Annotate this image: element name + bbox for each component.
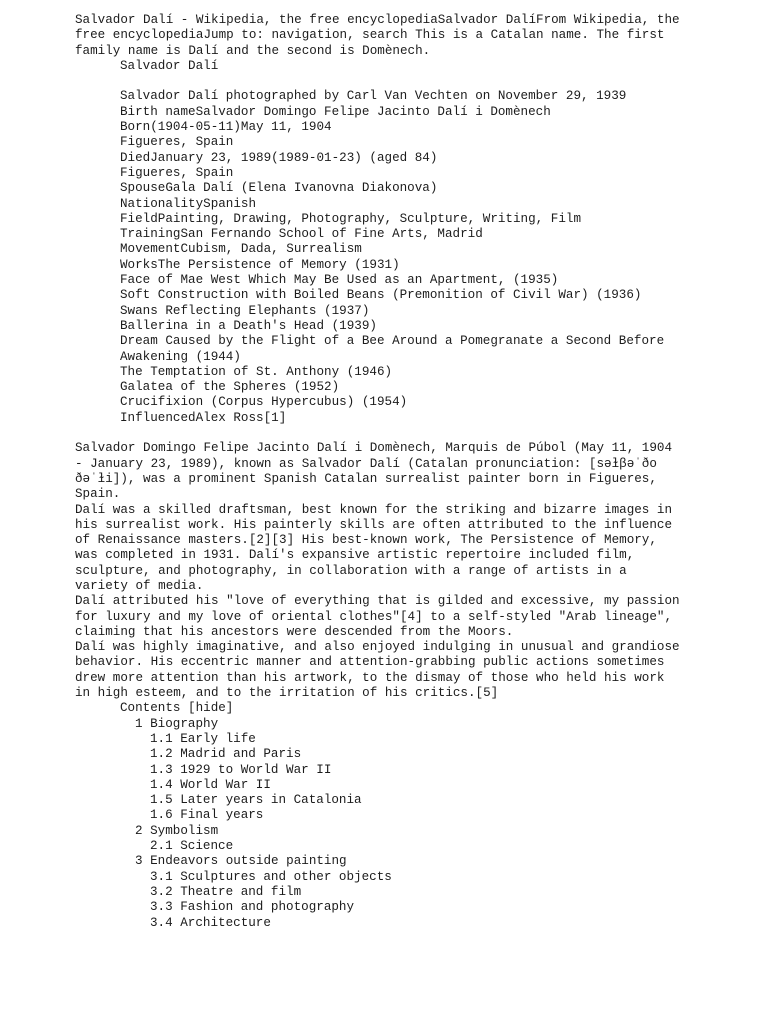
spacer: [75, 74, 681, 89]
body-paragraph: [75, 503, 681, 595]
intro-paragraph: [75, 441, 681, 502]
infobox-photo-caption: Salvador Dalí photographed by Carl Van Vechten on November 29, 1939: [120, 89, 627, 104]
toc-item-architecture[interactable]: 3.4 Architecture: [150, 915, 271, 930]
infobox-title: Salvador Dalí: [120, 58, 219, 73]
header-line: Salvador Dalí - Wikipedia, the free encyclopediaSalvador DalíFrom Wikipedia, the: [75, 13, 680, 27]
paragraph-line: claiming that his ancestors were descended from the Moors.: [75, 624, 514, 639]
toc-item-endeavors[interactable]: 3 Endeavors outside painting: [135, 854, 347, 869]
toc-item-sculptures[interactable]: 3.1 Sculptures and other objects: [150, 869, 392, 884]
toc-item-early-life[interactable]: 1.1 Early life: [150, 731, 256, 746]
paragraph-line: variety of media.: [75, 578, 204, 593]
toc-item-madrid-and-paris[interactable]: 1.2 Madrid and Paris: [150, 747, 302, 762]
infobox-work-link[interactable]: Face of Mae West Which May Be Used as an Apartment, (1935): [120, 273, 559, 288]
header-line: family name is Dalí and the second is Domènech.: [75, 43, 431, 58]
paragraph-line: was completed in 1931. Dalí's expansive artistic repertoire included film,: [75, 548, 635, 563]
paragraph-line: Dalí was highly imaginative, and also enjoyed indulging in unusual and grandiose: [75, 640, 680, 655]
paragraph-line: Dalí attributed his "love of everything that is gilded and excessive, my passion: [75, 594, 680, 609]
toc-heading[interactable]: Contents [hide]: [120, 701, 234, 716]
document-body: [75, 13, 681, 931]
infobox-work-link[interactable]: The Temptation of St. Anthony (1946): [120, 364, 393, 379]
infobox-born: Born(1904-05-11)May 11, 1904: [120, 120, 332, 135]
infobox-works: WorksThe Persistence of Memory (1931): [120, 257, 400, 272]
infobox-work-link[interactable]: Awakening (1944): [120, 349, 241, 364]
body-paragraph: [75, 640, 681, 701]
infobox-nationality: NationalitySpanish: [120, 196, 257, 211]
table-of-contents: [75, 701, 681, 930]
paragraph-line: of Renaissance masters.[2][3] His best-known work, The Persistence of Memory,: [75, 533, 657, 548]
toc-item-final-years[interactable]: 1.6 Final years: [150, 808, 264, 823]
infobox-training: TrainingSan Fernando School of Fine Arts, Madrid: [120, 227, 483, 242]
paragraph-line: drew more attention than his artwork, to the dismay of those who held his work: [75, 670, 665, 685]
infobox-died: DiedJanuary 23, 1989(1989-01-23) (aged 84): [120, 150, 438, 165]
infobox-work-link[interactable]: Soft Construction with Boiled Beans (Premonition of Civil War) (1936): [120, 288, 642, 303]
toc-item-science[interactable]: 2.1 Science: [150, 839, 234, 854]
toc-item-biography[interactable]: 1 Biography: [135, 716, 219, 731]
infobox-work-link[interactable]: Crucifixion (Corpus Hypercubus) (1954): [120, 395, 408, 410]
header-line: free encyclopediaJump to: navigation, search This is a Catalan name. The first: [75, 28, 665, 43]
infobox-work-link[interactable]: Swans Reflecting Elephants (1937): [120, 303, 370, 318]
toc-item-fashion-and-photography[interactable]: 3.3 Fashion and photography: [150, 900, 355, 915]
infobox-influenced: InfluencedAlex Ross[1]: [120, 410, 287, 425]
paragraph-line: Dalí was a skilled draftsman, best known for the striking and bizarre images in: [75, 502, 673, 517]
infobox-field: FieldPainting, Drawing, Photography, Sculpture, Writing, Film: [120, 211, 582, 226]
body-paragraph: [75, 594, 681, 640]
paragraph-line: ðəˈɫi]), was a prominent Spanish Catalan surrealist painter born in Figueres,: [75, 471, 657, 486]
paragraph-line: for luxury and my love of oriental clothes"[4] to a self-styled "Arab lineage",: [75, 609, 673, 624]
paragraph-line: Spain.: [75, 487, 121, 502]
paragraph-line: his surrealist work. His painterly skills are often attributed to the influence: [75, 517, 673, 532]
paragraph-line: Salvador Domingo Felipe Jacinto Dalí i Domènech, Marquis de Púbol (May 11, 1904: [75, 441, 673, 456]
infobox-birth-name: Birth nameSalvador Domingo Felipe Jacinto Dalí i Domènech: [120, 104, 551, 119]
infobox-movement: MovementCubism, Dada, Surrealism: [120, 242, 362, 257]
toc-item-later-years[interactable]: 1.5 Later years in Catalonia: [150, 793, 362, 808]
page-header: [75, 13, 681, 59]
toc-item-1929-to-world-war-ii[interactable]: 1.3 1929 to World War II: [150, 762, 332, 777]
toc-item-theatre-and-film[interactable]: 3.2 Theatre and film: [150, 884, 302, 899]
paragraph-line: - January 23, 1989), known as Salvador Dalí (Catalan pronunciation: [səɫβəˈðo: [75, 456, 657, 471]
spacer: [75, 426, 681, 441]
infobox-work-link[interactable]: Ballerina in a Death's Head (1939): [120, 318, 377, 333]
infobox: [75, 59, 681, 441]
paragraph-line: sculpture, and photography, in collaboration with a range of artists in a: [75, 563, 627, 578]
toc-item-world-war-ii[interactable]: 1.4 World War II: [150, 777, 271, 792]
infobox-born-place-link[interactable]: Figueres, Spain: [120, 135, 234, 150]
infobox-spouse: SpouseGala Dalí (Elena Ivanovna Diakonova): [120, 181, 438, 196]
paragraph-line: in high esteem, and to the irritation of his critics.[5]: [75, 686, 499, 701]
toc-item-symbolism[interactable]: 2 Symbolism: [135, 823, 219, 838]
infobox-work-link[interactable]: Galatea of the Spheres (1952): [120, 380, 340, 395]
infobox-died-place-link[interactable]: Figueres, Spain: [120, 165, 234, 180]
infobox-work-link[interactable]: Dream Caused by the Flight of a Bee Around a Pomegranate a Second Before: [120, 334, 665, 349]
paragraph-line: behavior. His eccentric manner and attention-grabbing public actions sometimes: [75, 655, 665, 670]
